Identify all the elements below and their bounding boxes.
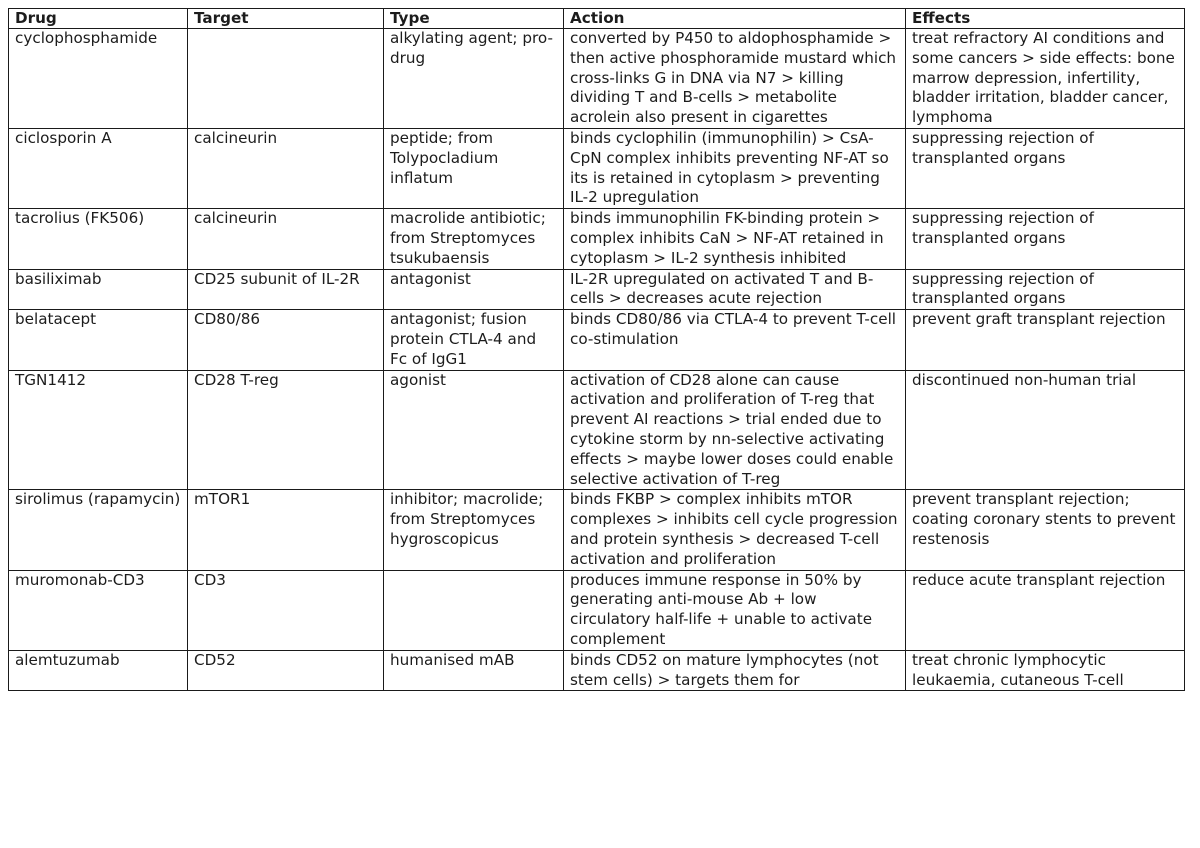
cell-action: activation of CD28 alone can cause activation and proliferation of T-reg that prevent AI reactions > trial ended due to cytokine storm by nn-selective activating effects > maybe lower doses could enable selective activation of T-reg xyxy=(564,370,906,490)
cell-target: calcineurin xyxy=(188,209,384,269)
cell-type: agonist xyxy=(384,370,564,490)
header-effects: Effects xyxy=(906,9,1185,29)
cell-action: produces immune response in 50% by generating anti-mouse Ab + low circulatory half-life + unable to activate complement xyxy=(564,570,906,650)
table-row xyxy=(9,650,1185,691)
header-target: Target xyxy=(188,9,384,29)
cell-drug: TGN1412 xyxy=(9,370,188,490)
table-row xyxy=(9,209,1185,269)
cell-type xyxy=(384,570,564,650)
cell-drug: muromonab-CD3 xyxy=(9,570,188,650)
cell-effects: suppressing rejection of transplanted organs xyxy=(906,209,1185,269)
cell-effects: prevent graft transplant rejection xyxy=(906,310,1185,370)
cell-type: antagonist; fusion protein CTLA-4 and Fc of IgG1 xyxy=(384,310,564,370)
cell-drug: cyclophosphamide xyxy=(9,29,188,129)
cell-type: humanised mAB xyxy=(384,650,564,691)
table-row xyxy=(9,29,1185,129)
cell-drug: sirolimus (rapamycin) xyxy=(9,490,188,570)
cell-type: macrolide antibiotic; from Streptomyces tsukubaensis xyxy=(384,209,564,269)
table-row xyxy=(9,269,1185,310)
cell-action: binds immunophilin FK-binding protein > complex inhibits CaN > NF-AT retained in cytoplasm > IL-2 synthesis inhibited xyxy=(564,209,906,269)
cell-type: peptide; from Tolypocladium inflatum xyxy=(384,128,564,208)
drug-table xyxy=(8,8,1185,691)
header-drug: Drug xyxy=(9,9,188,29)
cell-target: mTOR1 xyxy=(188,490,384,570)
cell-type: alkylating agent; pro-drug xyxy=(384,29,564,129)
cell-target: CD3 xyxy=(188,570,384,650)
cell-target: CD25 subunit of IL-2R xyxy=(188,269,384,310)
cell-target: CD52 xyxy=(188,650,384,691)
table-row xyxy=(9,490,1185,570)
table-header-row xyxy=(9,9,1185,29)
cell-action: converted by P450 to aldophosphamide > then active phosphoramide mustard which cross-links G in DNA via N7 > killing dividing T and B-cells > metabolite acrolein also present in cigarettes xyxy=(564,29,906,129)
table-row xyxy=(9,570,1185,650)
cell-action: binds cyclophilin (immunophilin) > CsA-CpN complex inhibits preventing NF-AT so its is retained in cytoplasm > preventing IL-2 upregulation xyxy=(564,128,906,208)
cell-type: inhibitor; macrolide; from Streptomyces hygroscopicus xyxy=(384,490,564,570)
cell-effects: suppressing rejection of transplanted organs xyxy=(906,269,1185,310)
cell-effects: treat refractory AI conditions and some cancers > side effects: bone marrow depression, infertility, bladder irritation, bladder cancer, lymphoma xyxy=(906,29,1185,129)
cell-target: CD28 T-reg xyxy=(188,370,384,490)
cell-drug: tacrolius (FK506) xyxy=(9,209,188,269)
cell-drug: ciclosporin A xyxy=(9,128,188,208)
cell-target: CD80/86 xyxy=(188,310,384,370)
cell-action: IL-2R upregulated on activated T and B-cells > decreases acute rejection xyxy=(564,269,906,310)
cell-action: binds CD52 on mature lymphocytes (not stem cells) > targets them for xyxy=(564,650,906,691)
cell-drug: alemtuzumab xyxy=(9,650,188,691)
cell-effects: reduce acute transplant rejection xyxy=(906,570,1185,650)
cell-type: antagonist xyxy=(384,269,564,310)
cell-effects: prevent transplant rejection; coating coronary stents to prevent restenosis xyxy=(906,490,1185,570)
cell-action: binds FKBP > complex inhibits mTOR complexes > inhibits cell cycle progression and protein synthesis > decreased T-cell activation and proliferation xyxy=(564,490,906,570)
header-type: Type xyxy=(384,9,564,29)
header-action: Action xyxy=(564,9,906,29)
cell-drug: basiliximab xyxy=(9,269,188,310)
cell-action: binds CD80/86 via CTLA-4 to prevent T-cell co-stimulation xyxy=(564,310,906,370)
cell-drug: belatacept xyxy=(9,310,188,370)
cell-effects: treat chronic lymphocytic leukaemia, cutaneous T-cell xyxy=(906,650,1185,691)
table-row xyxy=(9,310,1185,370)
cell-effects: discontinued non-human trial xyxy=(906,370,1185,490)
table-row xyxy=(9,370,1185,490)
table-row xyxy=(9,128,1185,208)
cell-target xyxy=(188,29,384,129)
cell-target: calcineurin xyxy=(188,128,384,208)
cell-effects: suppressing rejection of transplanted organs xyxy=(906,128,1185,208)
